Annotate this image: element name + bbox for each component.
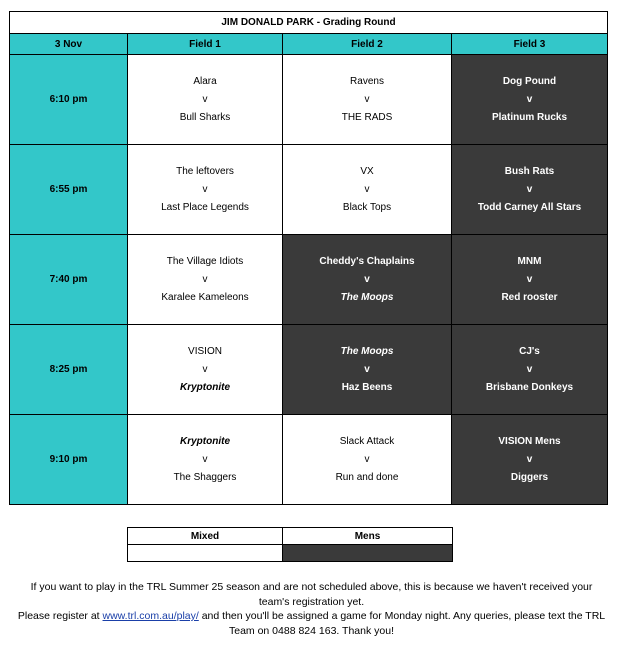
- footer-line-1: If you want to play in the TRL Summer 25 season and are not scheduled above, this is because we haven't received your team's registration yet.: [30, 581, 593, 608]
- game-cell: [452, 415, 608, 505]
- versus-label: v: [526, 183, 533, 195]
- footer-notice: [16, 580, 607, 638]
- away-team: Red rooster: [501, 291, 558, 303]
- home-team: Kryptonite: [180, 435, 230, 447]
- versus-label: v: [364, 363, 370, 375]
- footer-line-2: [16, 609, 607, 638]
- field-2-header: Field 2: [283, 34, 452, 55]
- away-team: Black Tops: [342, 201, 392, 213]
- home-team: VISION: [188, 345, 222, 357]
- game-cell: [283, 325, 452, 415]
- home-team: CJ's: [519, 345, 540, 357]
- home-team: Ravens: [350, 75, 384, 87]
- field-3-header: Field 3: [452, 34, 608, 55]
- away-team: Platinum Rucks: [491, 111, 568, 123]
- field-1-header: Field 1: [128, 34, 283, 55]
- away-team: The Moops: [340, 291, 394, 303]
- game-cell: [128, 235, 283, 325]
- versus-label: v: [202, 453, 208, 465]
- versus-label: v: [526, 363, 533, 375]
- home-team: Bush Rats: [504, 165, 555, 177]
- home-team: The leftovers: [176, 165, 234, 177]
- away-team: Last Place Legends: [161, 201, 249, 213]
- home-team: Alara: [193, 75, 217, 87]
- home-team: Dog Pound: [502, 75, 557, 87]
- game-cell: [452, 145, 608, 235]
- versus-label: v: [526, 273, 533, 285]
- footer-line-2-suffix: and then you'll be assigned a game for Monday night. Any queries, please text the TRL Team on 0488 824 163. Thank you!: [198, 610, 606, 637]
- time-slot: 8:25 pm: [10, 325, 128, 415]
- home-team: The Village Idiots: [166, 255, 244, 267]
- table-row: [10, 55, 608, 145]
- legend-table: [127, 527, 453, 562]
- legend-mens-swatch: [283, 545, 453, 562]
- game-cell: [283, 145, 452, 235]
- game-cell: [452, 235, 608, 325]
- game-cell: [283, 415, 452, 505]
- versus-label: v: [526, 453, 533, 465]
- game-cell: [283, 235, 452, 325]
- versus-label: v: [202, 93, 208, 105]
- table-row: [10, 325, 608, 415]
- table-row: [10, 415, 608, 505]
- game-cell: [452, 55, 608, 145]
- date-header: 3 Nov: [10, 34, 128, 55]
- game-cell: [452, 325, 608, 415]
- game-cell: [128, 145, 283, 235]
- versus-label: v: [202, 273, 208, 285]
- legend-mixed-swatch: [128, 545, 283, 562]
- footer-line-2-prefix: Please register at: [17, 610, 103, 622]
- home-team: The Moops: [340, 345, 394, 357]
- away-team: Karalee Kameleons: [161, 291, 249, 303]
- time-slot: 6:10 pm: [10, 55, 128, 145]
- game-cell: [128, 415, 283, 505]
- away-team: Bull Sharks: [179, 111, 231, 123]
- time-slot: 7:40 pm: [10, 235, 128, 325]
- home-team: VISION Mens: [498, 435, 561, 447]
- away-team: Brisbane Donkeys: [485, 381, 574, 393]
- home-team: MNM: [517, 255, 542, 267]
- away-team: The Shaggers: [173, 471, 237, 483]
- schedule-table: [9, 11, 608, 505]
- away-team: Run and done: [335, 471, 399, 483]
- home-team: VX: [360, 165, 374, 177]
- register-link[interactable]: www.trl.com.au/play/: [102, 610, 199, 622]
- versus-label: v: [202, 183, 208, 195]
- versus-label: v: [364, 453, 370, 465]
- legend-mens-label: Mens: [283, 528, 453, 545]
- versus-label: v: [202, 363, 208, 375]
- away-team: Diggers: [510, 471, 549, 483]
- page-title: JIM DONALD PARK - Grading Round: [10, 12, 608, 34]
- away-team: Kryptonite: [180, 381, 230, 393]
- table-row: [10, 145, 608, 235]
- away-team: Todd Carney All Stars: [477, 201, 582, 213]
- versus-label: v: [364, 93, 370, 105]
- game-cell: [283, 55, 452, 145]
- versus-label: v: [364, 273, 370, 285]
- game-cell: [128, 55, 283, 145]
- versus-label: v: [526, 93, 533, 105]
- home-team: Slack Attack: [339, 435, 395, 447]
- time-slot: 9:10 pm: [10, 415, 128, 505]
- versus-label: v: [364, 183, 370, 195]
- away-team: THE RADS: [341, 111, 393, 123]
- home-team: Cheddy's Chaplains: [319, 255, 415, 267]
- away-team: Haz Beens: [341, 381, 393, 393]
- time-slot: 6:55 pm: [10, 145, 128, 235]
- game-cell: [128, 325, 283, 415]
- header-row: [10, 34, 608, 55]
- table-row: [10, 235, 608, 325]
- legend-mixed-label: Mixed: [128, 528, 283, 545]
